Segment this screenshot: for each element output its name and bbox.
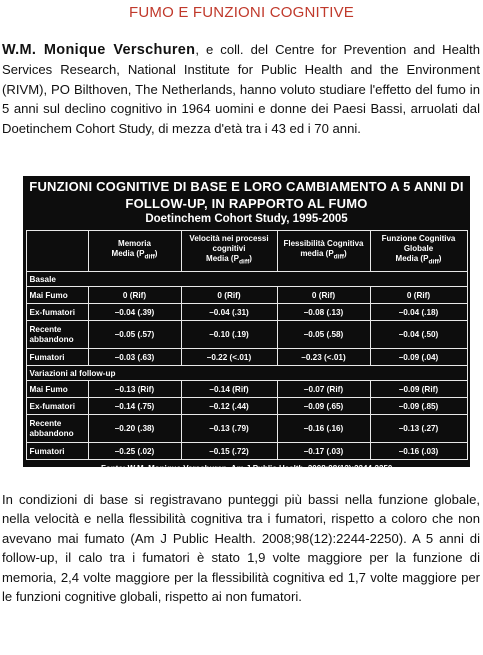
table-cell: –0.04 (.39) [88, 304, 181, 321]
table-cell: –0.05 (.57) [88, 321, 181, 349]
row-label: Ex-fumatori [26, 398, 88, 415]
column-header: Funzione Cognitiva Globale Media $(P_{diff})$ [370, 231, 467, 272]
table-cell: 0 (Rif) [370, 287, 467, 304]
table-cell: –0.16 (.03) [370, 443, 467, 460]
table-row [26, 381, 467, 398]
table-cell: –0.09 (Rif) [370, 381, 467, 398]
table-cell: –0.13 (Rif) [88, 381, 181, 398]
table-cell: –0.15 (.72) [181, 443, 277, 460]
row-label: Mai Fumo [26, 287, 88, 304]
table-cell: 0 (Rif) [277, 287, 370, 304]
intro-paragraph [2, 40, 480, 138]
table-cell: –0.10 (.19) [181, 321, 277, 349]
author-name: W.M. Monique Verschuren [2, 42, 196, 58]
row-label: Ex-fumatori [26, 304, 88, 321]
table-cell: –0.04 (.31) [181, 304, 277, 321]
table-cell: –0.05 (.58) [277, 321, 370, 349]
column-header: Flessibilità Cognitiva media $(P_{diff})$ [277, 231, 370, 272]
row-label: Recente abbandono [26, 321, 88, 349]
table-cell: –0.13 (.27) [370, 415, 467, 443]
table-cell: –0.03 (.63) [88, 349, 181, 366]
intro-text: , e coll. del Centre for Prevention and Health Services Research, National Institute for Public Health and the Environment (RIVM), PO Bilthoven, The Netherlands, hanno voluto studiare l'effetto del fumo in 5 anni sul declino cognitivo in 1964 uomini e donne dei Paesi Bassi, arruolati dal Doetinchem Cohort Study, di mezza d'età tra i 43 ed i 70 anni. [2, 42, 480, 136]
table-cell: –0.17 (.03) [277, 443, 370, 460]
page-title: FUMO E FUNZIONI COGNITIVE [129, 4, 354, 21]
table-cell: 0 (Rif) [181, 287, 277, 304]
column-header: Velocità nei processi cognitivi Media $(P_{diff})$ [181, 231, 277, 272]
row-label: Mai Fumo [26, 381, 88, 398]
row-label: Fumatori [26, 443, 88, 460]
table-cell: –0.20 (.38) [88, 415, 181, 443]
table-corner-cell [26, 231, 88, 272]
table-cell: –0.09 (.65) [277, 398, 370, 415]
column-header: Memoria Media $(P_{diff})$ [88, 231, 181, 272]
row-label: Fumatori [26, 349, 88, 366]
body-paragraph: In condizioni di base si registravano punteggi più bassi nella funzione globale, nella velocità e nella flessibilità cognitiva tra i fumatori, rispetto a coloro che non avevano mai fumato (Am J Public Health. 2008;98(12):2244-2250). A 5 anni di follow-up, il calo tra i fumatori è stato 1,9 volte maggiore per la funzione di memoria, 2,4 volte maggiore per la flessibilità cognitiva ed 1,7 volte maggiore per le funzioni cognitive globali, rispetto ai non fumatori. [2, 492, 480, 605]
section-row-basale [26, 272, 467, 287]
table-cell: –0.13 (.79) [181, 415, 277, 443]
table-row [26, 287, 467, 304]
table-cell: –0.25 (.02) [88, 443, 181, 460]
table-cell: –0.12 (.44) [181, 398, 277, 415]
table-image [23, 176, 470, 473]
section-row-follow-up [26, 366, 467, 381]
results-table [26, 230, 468, 460]
table-row [26, 415, 467, 443]
table-cell: –0.04 (.18) [370, 304, 467, 321]
table-subtitle: Doetinchem Cohort Study, 1995-2005 [145, 213, 348, 225]
table-cell: –0.16 (.16) [277, 415, 370, 443]
table-row [26, 349, 467, 366]
table-cell: –0.04 (.50) [370, 321, 467, 349]
table-row [26, 443, 467, 460]
table-title: FUNZIONI COGNITIVE DI BASE E LORO CAMBIAMENTO A 5 ANNI DI FOLLOW-UP, IN RAPPORTO AL FUMO [29, 179, 464, 211]
table-source: Fonte: W.M. Monique Verschuren, Am J Public Health. 2008;98(12):2244-2250 [101, 464, 393, 473]
table-cell: –0.23 (<.01) [277, 349, 370, 366]
table-row [26, 321, 467, 349]
table-cell: 0 (Rif) [88, 287, 181, 304]
table-cell: –0.09 (.04) [370, 349, 467, 366]
table-cell: –0.14 (.75) [88, 398, 181, 415]
table-header-row [26, 231, 467, 272]
table-cell: –0.14 (Rif) [181, 381, 277, 398]
table-cell: –0.22 (<.01) [181, 349, 277, 366]
table-row [26, 304, 467, 321]
table-cell: –0.08 (.13) [277, 304, 370, 321]
section-label: Variazioni al follow-up [26, 366, 467, 381]
table-cell: –0.09 (.85) [370, 398, 467, 415]
table-cell: –0.07 (Rif) [277, 381, 370, 398]
section-label: Basale [26, 272, 467, 287]
row-label: Recente abbandono [26, 415, 88, 443]
table-row [26, 398, 467, 415]
